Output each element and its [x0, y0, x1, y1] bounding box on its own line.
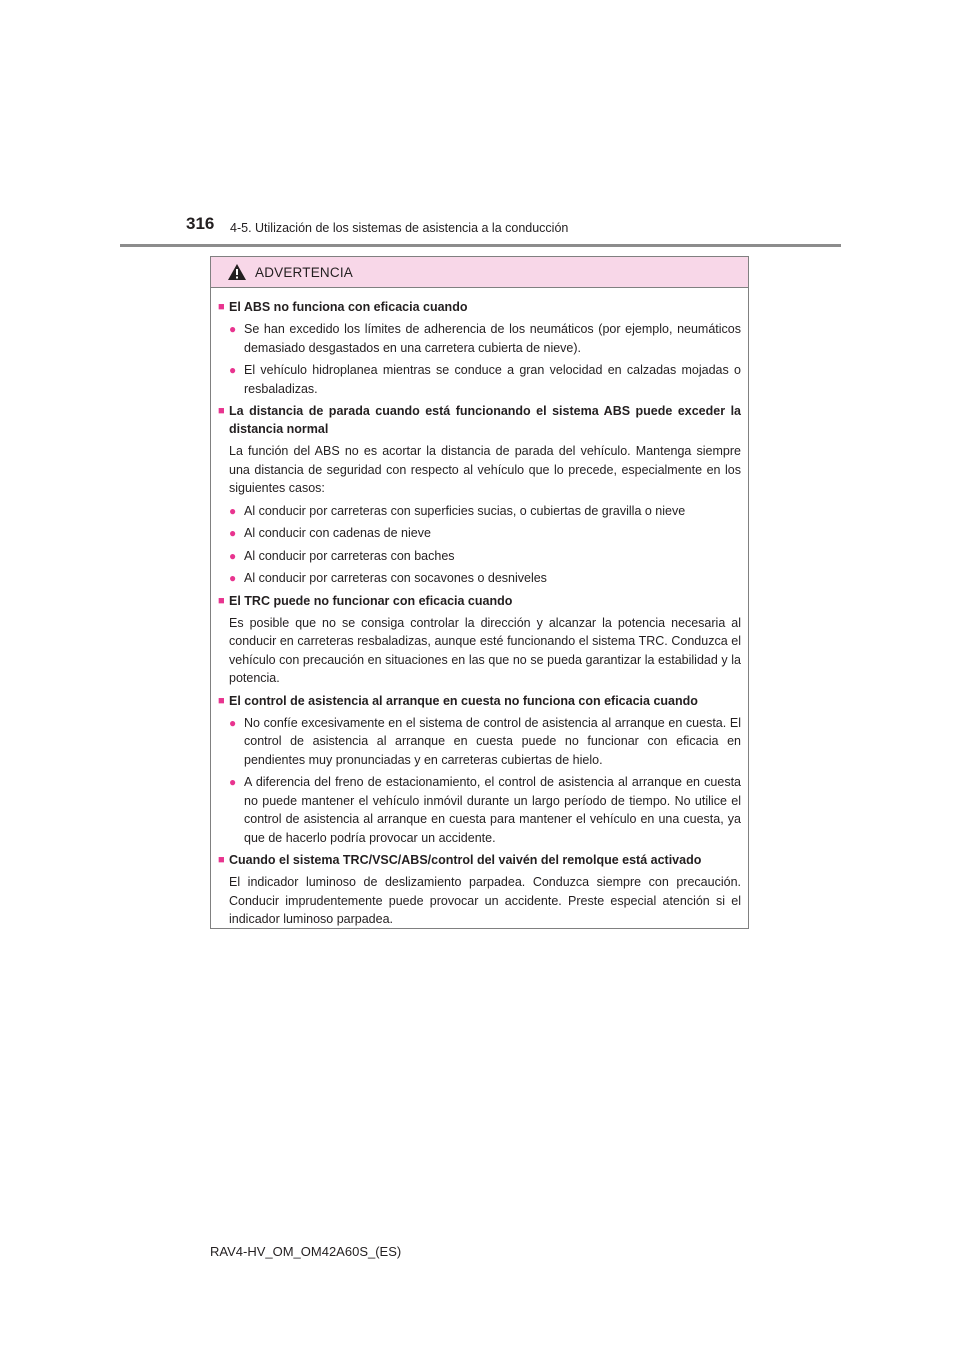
list-item-text: No confíe excesivamente en el sistema de control de asistencia al arranque en cuesta. El control de asistencia al arranque en cuesta puede no funcionar con eficacia en pendientes muy pronunciadas y en carreteras cubiertas de hielo. [244, 715, 741, 767]
section-heading [218, 592, 741, 610]
section-heading-text: La distancia de parada cuando está funcionando el sistema ABS puede exceder la distancia normal [229, 404, 741, 436]
list-item [229, 773, 741, 847]
section-title: 4-5. Utilización de los sistemas de asistencia a la conducción [230, 221, 569, 235]
square-bullet-icon: ■ [218, 694, 225, 707]
list-item [229, 361, 741, 398]
list-item [229, 547, 741, 566]
circle-bullet-icon: ● [229, 548, 237, 563]
circle-bullet-icon: ● [229, 503, 237, 518]
list-item-text: El vehículo hidroplanea mientras se conduce a gran velocidad en calzadas mojadas o resbaladizas. [244, 363, 741, 396]
section-heading [218, 851, 741, 869]
warning-triangle-icon [227, 263, 247, 281]
circle-bullet-icon: ● [229, 363, 237, 377]
circle-bullet-icon: ● [229, 715, 237, 730]
section-heading-text: El control de asistencia al arranque en cuesta no funciona con eficacia cuando [229, 693, 698, 708]
section-heading [218, 298, 741, 316]
warning-section [218, 592, 741, 688]
list-item [229, 502, 741, 521]
section-paragraph: El indicador luminoso de deslizamiento parpadea. Conduzca siempre con precaución. Conducir imprudentemente puede provocar un accidente. Preste especial atención si el indicador luminoso parpadea. [229, 875, 741, 926]
warning-box [210, 256, 749, 929]
warning-label: ADVERTENCIA [255, 264, 353, 280]
section-heading-text: El TRC puede no funcionar con eficacia cuando [229, 593, 513, 608]
circle-bullet-icon: ● [229, 322, 237, 336]
page-number: 316 [186, 214, 215, 233]
warning-body [211, 288, 748, 929]
list-item-text: Al conducir por carreteras con superficies sucias, o cubiertas de gravilla o nieve [244, 503, 686, 518]
list-item [229, 320, 741, 357]
section-heading-text: Cuando el sistema TRC/VSC/ABS/control del vaivén del remolque está activado [229, 853, 702, 867]
circle-bullet-icon: ● [229, 571, 237, 585]
circle-bullet-icon: ● [229, 526, 237, 540]
header-rule [120, 244, 841, 247]
section-heading [218, 692, 741, 710]
list-item [229, 569, 741, 588]
warning-section [218, 298, 741, 398]
square-bullet-icon: ■ [218, 301, 225, 313]
square-bullet-icon: ■ [218, 854, 225, 866]
square-bullet-icon: ■ [218, 405, 225, 417]
list-item-text: A diferencia del freno de estacionamiento, el control de asistencia al arranque en cuesta no puede mantener el vehículo inmóvil durante un largo período de tiempo. No utilice el control de asistencia al arranque en cuesta para mantener el vehículo en una cuesta, ya que de hacerlo podría provocar un accidente. [244, 775, 741, 845]
warning-section [218, 851, 741, 929]
section-heading [218, 402, 741, 438]
section-heading-text: El ABS no funciona con eficacia cuando [229, 300, 468, 314]
list-item-text: Al conducir por carreteras con baches [244, 548, 455, 563]
list-item [229, 524, 741, 543]
list-item-text: Se han excedido los límites de adherencia de los neumáticos (por ejemplo, neumáticos demasiado desgastados en una carretera cubierta de nieve). [244, 322, 741, 355]
list-item [229, 714, 741, 770]
square-bullet-icon: ■ [218, 594, 225, 607]
warning-section [218, 402, 741, 588]
section-paragraph: La función del ABS no es acortar la distancia de parada del vehículo. Mantenga siempre una distancia de seguridad con respecto al vehículo que lo precede, especialmente en los siguientes casos: [229, 444, 741, 495]
footer-code: RAV4-HV_OM_OM42A60S_(ES) [210, 1244, 402, 1259]
circle-bullet-icon: ● [229, 775, 237, 789]
section-paragraph: Es posible que no se consiga controlar la dirección y alcanzar la potencia necesaria al conducir en carreteras resbaladizas, aunque esté funcionando el sistema TRC. Conduzca el vehículo con precaución en situaciones en las que no se pueda garantizar la estabilidad y la potencia. [229, 615, 741, 685]
list-item-text: Al conducir con cadenas de nieve [244, 526, 431, 540]
warning-section [218, 692, 741, 848]
warning-header [211, 257, 748, 288]
list-item-text: Al conducir por carreteras con socavones o desniveles [244, 571, 547, 585]
